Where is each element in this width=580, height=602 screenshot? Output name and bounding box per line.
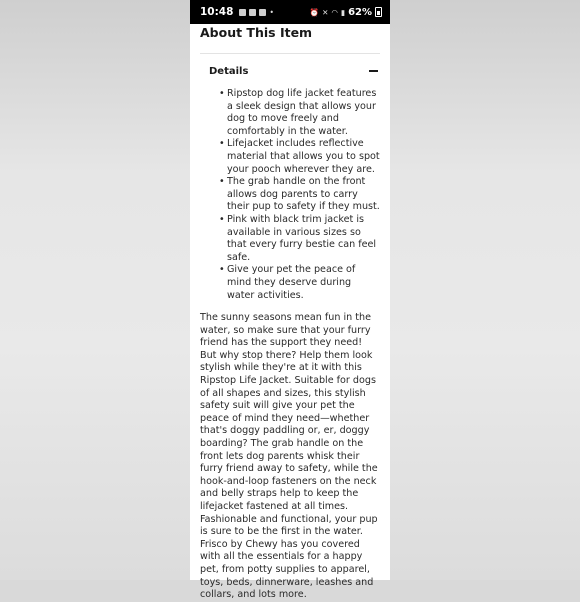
mute-icon: ✕ (322, 7, 329, 17)
more-notifications-icon: • (269, 7, 274, 17)
notification-icon (239, 9, 246, 16)
list-item: • Lifejacket includes reflective material that allows you to spot your pooch wherever they are. (219, 138, 380, 176)
status-left (200, 6, 274, 18)
phone-screen (190, 0, 390, 601)
details-bullet-list (200, 88, 380, 302)
section-title: About This Item (200, 25, 313, 40)
battery-icon (375, 7, 382, 17)
list-item: • The grab handle on the front allows dog parents to carry their pup to safety if they must. (219, 176, 380, 214)
blurred-background-left (0, 0, 190, 580)
page-content (190, 25, 390, 602)
status-right (310, 7, 382, 18)
status-time: 10:48 (200, 6, 234, 18)
message-icon (259, 9, 266, 16)
details-accordion-header[interactable] (200, 54, 380, 88)
list-item: • Pink with black trim jacket is available in various sizes so that every furry bestie can feel safe. (219, 214, 380, 264)
details-label: Details (209, 65, 249, 77)
list-item: • Give your pet the peace of mind they deserve during water activities. (219, 264, 380, 302)
app-notification-icon (249, 9, 256, 16)
wifi-icon: ◠ (331, 7, 338, 17)
battery-percent: 62% (348, 6, 372, 18)
blurred-background-right (390, 0, 580, 580)
alarm-icon: ⏰ (309, 7, 320, 17)
status-bar (190, 0, 390, 24)
minus-icon[interactable] (369, 70, 378, 72)
list-item: • Ripstop dog life jacket features a sleek design that allows your dog to move freely and comfortably in the water. (219, 88, 380, 138)
signal-icon: ▮ (340, 7, 346, 17)
product-description: The sunny seasons mean fun in the water, so make sure that your furry friend has the support they need! But why stop there? Help them look stylish while they're at it with this Ripstop Life Jacket. Suitable for dogs of all shapes and sizes, this stylish safety suit will give your pet the peace of mind they need—whether that's doggy paddling or, er, doggy boarding? The grab handle on the front lets dog parents whisk their furry friend away to safety, while the hook-and-loop fasteners on the neck and belly straps help to keep the lifejacket fastened at all times. Fashionable and functional, your pup is sure to be the first in the water. Frisco by Chewy has you covered with all the essentials for a happy pet, from potty supplies to apparel, toys, beds, dinnerware, leashes and collars, and lots more. (200, 312, 378, 601)
